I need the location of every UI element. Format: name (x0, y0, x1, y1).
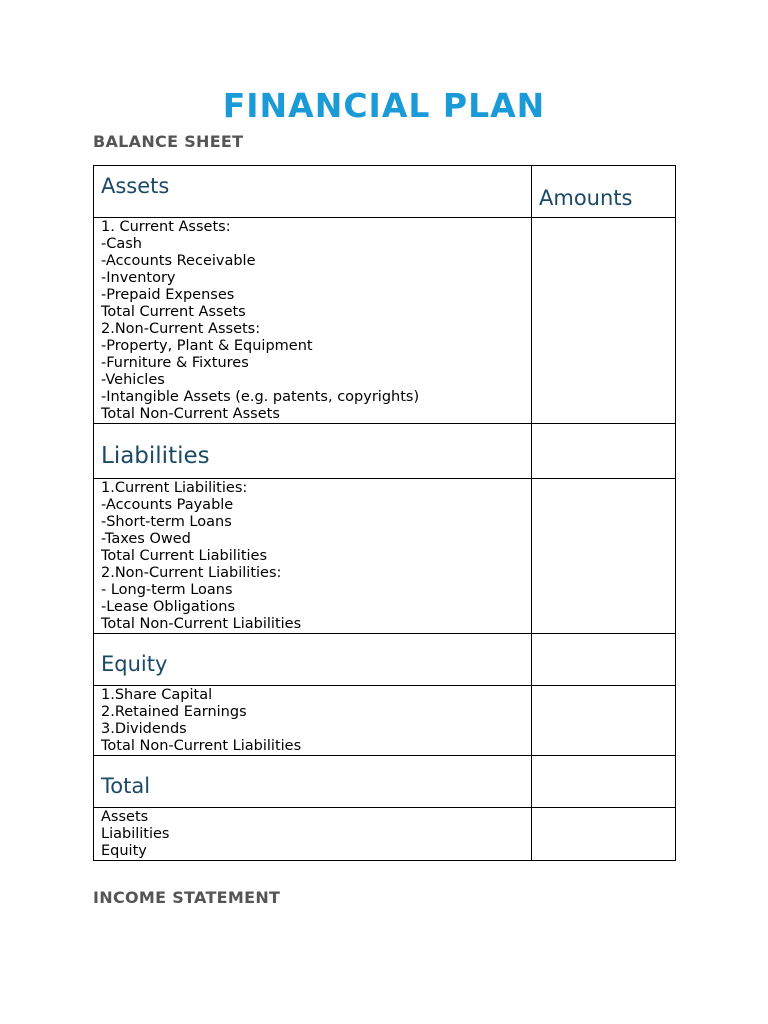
assets-header-cell (94, 166, 532, 218)
list-item: -Inventory (101, 270, 176, 286)
assets-items-row (94, 218, 676, 424)
total-header-cell (94, 756, 532, 808)
liabilities-header-row (94, 424, 676, 479)
total-header-amount-cell (532, 756, 676, 808)
list-item: Total Current Liabilities (101, 548, 268, 564)
total-items-cell (94, 808, 532, 861)
list-item: -Vehicles (101, 372, 165, 388)
assets-items-cell (94, 218, 532, 424)
list-item: -Taxes Owed (101, 531, 191, 547)
liabilities-items-cell (94, 479, 532, 634)
list-item: Total Non-Current Liabilities (101, 616, 302, 632)
page-title: FINANCIAL PLAN (222, 86, 546, 125)
liabilities-items-row (94, 479, 676, 634)
total-amount-cell[interactable] (532, 808, 676, 861)
list-item: -Accounts Receivable (101, 253, 256, 269)
list-item: -Lease Obligations (101, 599, 236, 615)
list-item: -Cash (101, 236, 142, 252)
assets-amount-cell[interactable] (532, 218, 676, 424)
list-item: -Property, Plant & Equipment (101, 338, 313, 354)
list-item: 3.Dividends (101, 721, 187, 737)
list-item: 1.Current Liabilities: (101, 480, 248, 496)
equity-amount-cell[interactable] (532, 686, 676, 756)
list-item: -Prepaid Expenses (101, 287, 235, 303)
list-item: -Furniture & Fixtures (101, 355, 249, 371)
equity-section-label: Equity (101, 652, 168, 676)
list-item: 1.Share Capital (101, 687, 213, 703)
liabilities-amount-cell[interactable] (532, 479, 676, 634)
list-item: -Intangible Assets (e.g. patents, copyrights) (101, 389, 420, 405)
total-header-row (94, 756, 676, 808)
amounts-column-header: Amounts (539, 186, 633, 210)
total-items-row (94, 808, 676, 861)
list-item: Equity (101, 843, 147, 859)
balance-sheet-heading: BALANCE SHEET (93, 132, 244, 151)
list-item: -Short-term Loans (101, 514, 232, 530)
equity-header-row (94, 634, 676, 686)
list-item: 2.Retained Earnings (101, 704, 247, 720)
list-item: Liabilities (101, 826, 170, 842)
list-item: Assets (101, 809, 149, 825)
list-item: Total Non-Current Assets (101, 406, 280, 422)
equity-header-amount-cell (532, 634, 676, 686)
total-section-label: Total (101, 774, 151, 798)
income-statement-heading: INCOME STATEMENT (93, 888, 281, 907)
assets-section-label: Assets (101, 174, 170, 198)
list-item: -Accounts Payable (101, 497, 234, 513)
list-item: 2.Non-Current Liabilities: (101, 565, 282, 581)
assets-header-row (94, 166, 676, 218)
amounts-header-cell (532, 166, 676, 218)
list-item: 1. Current Assets: (101, 219, 231, 235)
list-item: - Long-term Loans (101, 582, 233, 598)
equity-header-cell (94, 634, 532, 686)
liabilities-header-cell (94, 424, 532, 479)
list-item: Total Current Assets (101, 304, 246, 320)
liabilities-section-label: Liabilities (101, 443, 210, 469)
list-item: Total Non-Current Liabilities (101, 738, 302, 754)
equity-items-row (94, 686, 676, 756)
list-item: 2.Non-Current Assets: (101, 321, 261, 337)
liabilities-header-amount-cell (532, 424, 676, 479)
balance-sheet-table (93, 165, 676, 861)
equity-items-cell (94, 686, 532, 756)
